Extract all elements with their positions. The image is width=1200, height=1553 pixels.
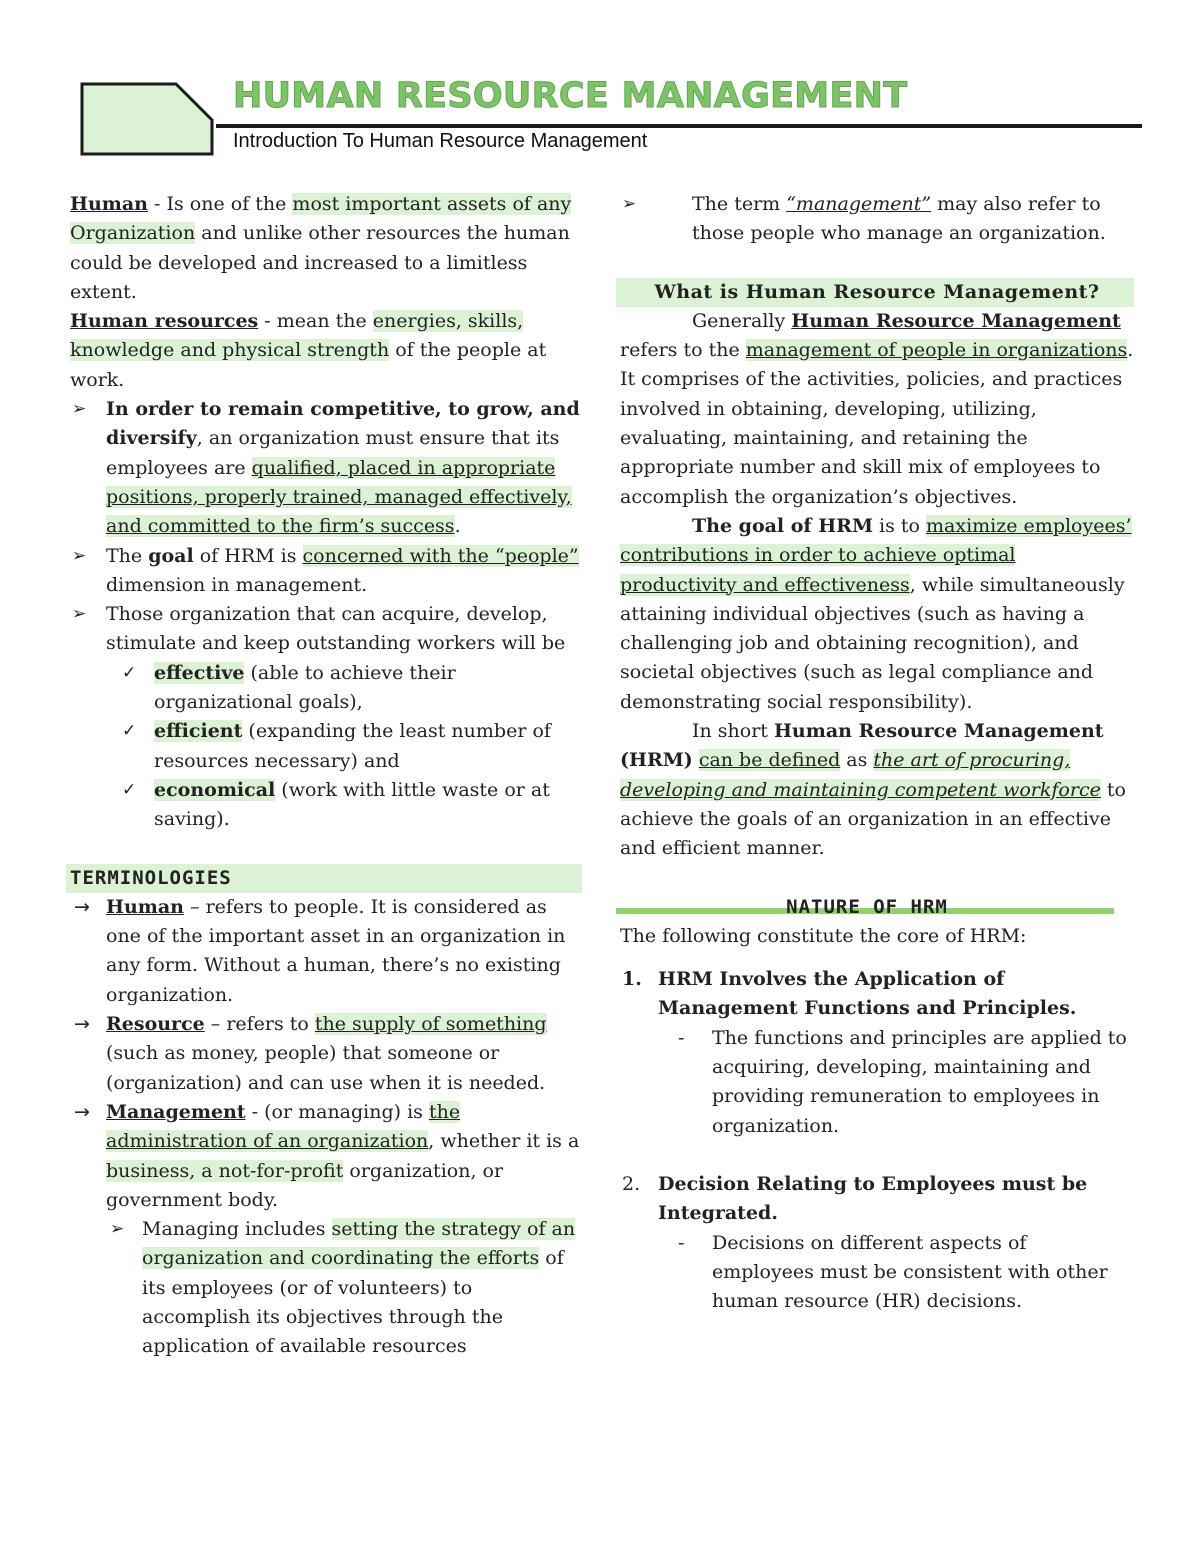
bullet-competitive: ➢ In order to remain competitive, to grow, and diversify, an organization must ensure that its employees are qualified, placed in appropriate positions, properly trained, managed effectively, and committed to the firm’s success. bbox=[70, 395, 582, 541]
hrm-goal-paragraph: The goal of HRM is to maximize employees’ contributions in order to achieve optimal productivity and effectiveness, while simultaneously attaining individual objectives (such as having a challenging job and obtaining recognition), and societal objectives (such as legal compliance and demonstrating social responsibility). bbox=[620, 514, 1132, 713]
nature-item-1-title: 1. HRM Involves the Application of Management Functions and Principles. bbox=[622, 968, 1077, 1020]
nature-intro: The following constitute the core of HRM: bbox=[620, 924, 1027, 947]
header-logo-shape bbox=[80, 82, 214, 156]
spacer bbox=[620, 249, 1134, 278]
spacer bbox=[70, 835, 582, 864]
bullet-goal: ➢ The goal of HRM is concerned with the “people” dimension in management. bbox=[70, 542, 582, 601]
term-item-human: → Human – refers to people. It is considered as one of the important asset in an organization in any form. Without a human, there’s no existing organization. bbox=[70, 893, 582, 1010]
spacer bbox=[620, 1141, 1134, 1170]
spacer bbox=[620, 864, 1134, 893]
right-column bbox=[620, 190, 1134, 1316]
human-resources-definition: Human resources - mean the energies, skills, knowledge and physical strength of the people at work. bbox=[70, 310, 547, 391]
spacer bbox=[620, 951, 1134, 965]
nature-item-1-text: - The functions and principles are applied to acquiring, developing, maintaining and providing remuneration to employees in organization. bbox=[620, 1024, 1134, 1141]
sub-bullet-managing: ➢ Managing includes setting the strategy of an organization and coordinating the efforts of its employees (or of volunteers) to accomplish its objectives through the application of available resources bbox=[70, 1215, 582, 1361]
check-efficient: ✓ efficient (expanding the least number of resources necessary) and bbox=[70, 717, 582, 776]
left-column bbox=[70, 190, 582, 1362]
term-item-management: → Management - (or managing) is the administration of an organization, whether it is a business, a not-for-profit organization, or government body. bbox=[70, 1098, 582, 1215]
terminologies-heading: TERMINOLOGIES bbox=[66, 864, 582, 893]
check-economical: ✓ economical (work with little waste or at saving). bbox=[70, 776, 582, 835]
what-is-hrm-heading: What is Human Resource Management? bbox=[616, 278, 1134, 307]
hrm-generally-paragraph: Generally Human Resource Management refers to the management of people in organizations. It comprises of the activities, policies, and practices involved in obtaining, developing, utilizing, evaluating, maintaining, and retaining the appropriate number and skill mix of employees to accomplish the organization’s objectives. bbox=[620, 309, 1134, 508]
bullet-outstanding-workers: ➢ Those organization that can acquire, develop, stimulate and keep outstanding workers will be bbox=[70, 600, 582, 659]
nature-of-hrm-heading: NATURE OF HRM bbox=[620, 893, 1114, 922]
nature-item-2-text: - Decisions on different aspects of employees must be consistent with other human resource (HR) decisions. bbox=[620, 1229, 1134, 1317]
nature-item-2-title: 2. Decision Relating to Employees must be Integrated. bbox=[622, 1172, 1088, 1225]
document-title: HUMAN RESOURCE MANAGEMENT bbox=[233, 76, 908, 116]
term-human: Human bbox=[70, 193, 148, 215]
hrm-short-definition: In short Human Resource Management (HRM) can be defined as the art of procuring, developing and maintaining competent workforce to achieve the goals of an organization in an effective and efficient manner. bbox=[620, 720, 1126, 860]
header-rule bbox=[216, 124, 1142, 128]
check-effective: ✓ effective (able to achieve their organizational goals), bbox=[70, 659, 582, 718]
term-human-resources: Human resources bbox=[70, 310, 259, 333]
bullet-management-people: ➢ The term “management” may also refer to those people who manage an organization. bbox=[620, 190, 1134, 249]
term-item-resource: → Resource – refers to the supply of something (such as money, people) that someone or (organization) and can use when it is needed. bbox=[70, 1010, 582, 1098]
document-subtitle: Introduction To Human Resource Management bbox=[233, 130, 648, 152]
human-definition: Human - Is one of the most important assets of any Organization and unlike other resources the human could be developed and increased to a limitless extent. bbox=[70, 193, 572, 303]
